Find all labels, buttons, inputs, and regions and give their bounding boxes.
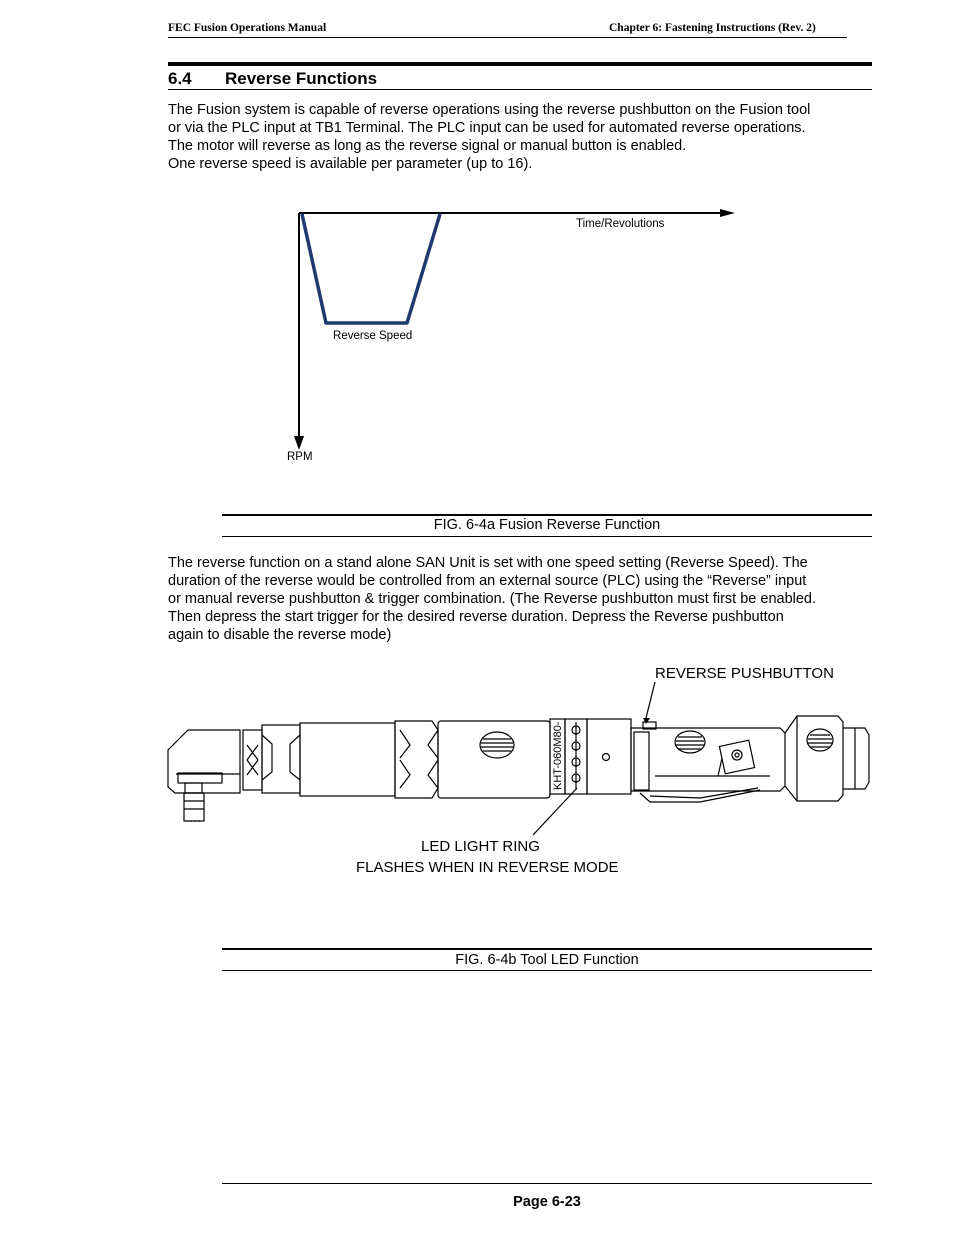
vent-grille-3 [807,729,833,751]
trigger-latch [718,740,755,776]
vent-grille-1 [480,732,514,758]
san-line: Then depress the start trigger for the desired reverse duration. Depress the Reverse pushbutton [168,609,784,625]
san-paragraph [168,554,816,644]
led-leader [533,788,577,835]
intro-line: The motor will reverse as long as the reverse signal or manual button is enabled. [168,138,687,154]
tool-model-text: KHT-060M80- [552,721,564,790]
reverse-speed-curve [302,214,440,323]
reverse-pushbutton-callout: REVERSE PUSHBUTTON [655,665,834,682]
gear-case [300,723,395,796]
figure-a-caption: FIG. 6-4a Fusion Reverse Function [433,517,661,533]
figure-b-caption: FIG. 6-4b Tool LED Function [455,952,639,968]
cable-connector [843,728,869,789]
reverse-pushbutton-arrowhead [643,718,650,724]
x-axis [299,209,735,217]
led-callout-line2: FLASHES WHEN IN REVERSE MODE [356,859,619,876]
reverse-function-diagram [0,0,954,520]
section-number: 6.4 [168,69,192,88]
y-axis-label: RPM [287,451,313,463]
figure-a-rule-top [222,514,872,516]
intro-line: or via the PLC input at TB1 Terminal. The PLC input can be used for automated reverse operations. [168,120,806,136]
vent-grille-2 [675,731,705,753]
running-header-right: Chapter 6: Fastening Instructions (Rev. 2) [609,22,816,34]
led-light-ring [565,719,587,794]
head-clamp [243,725,300,793]
footer-divider [222,1183,872,1184]
section-title: Reverse Functions [225,69,378,88]
handle [631,728,785,802]
x-axis-label: Time/Revolutions [576,218,665,230]
running-header-left: FEC Fusion Operations Manual [168,22,327,34]
san-line: again to disable the reverse mode) [168,627,392,643]
san-line: The reverse function on a stand alone SAN Unit is set with one speed setting (Reverse Speed). The [168,555,808,571]
san-line: duration of the reverse would be controlled from an external source (PLC) using the “Reverse” input [168,573,807,589]
angle-head [168,730,240,821]
reverse-pushbutton-leader [646,682,655,718]
led-callout-line1: LED LIGHT RING [421,838,540,855]
intro-line: The Fusion system is capable of reverse operations using the reverse pushbutton on the Fusion tool [168,102,811,118]
figure-b-rule-top [222,948,872,950]
figure-a-rule-bottom [222,536,872,537]
y-axis [294,213,304,450]
rear-cap [785,716,843,801]
intro-line: One reverse speed is available per parameter (up to 16). [168,156,533,172]
figure-b-rule-bottom [222,970,872,971]
nutrunner-tool-drawing [0,650,954,900]
curve-label: Reverse Speed [333,330,413,342]
led-indicator [603,754,610,761]
page-number: Page 6-23 [513,1194,581,1210]
coupling [395,721,438,798]
san-line: or manual reverse pushbutton & trigger combination. (The Reverse pushbutton must first be enabled. [168,591,817,607]
